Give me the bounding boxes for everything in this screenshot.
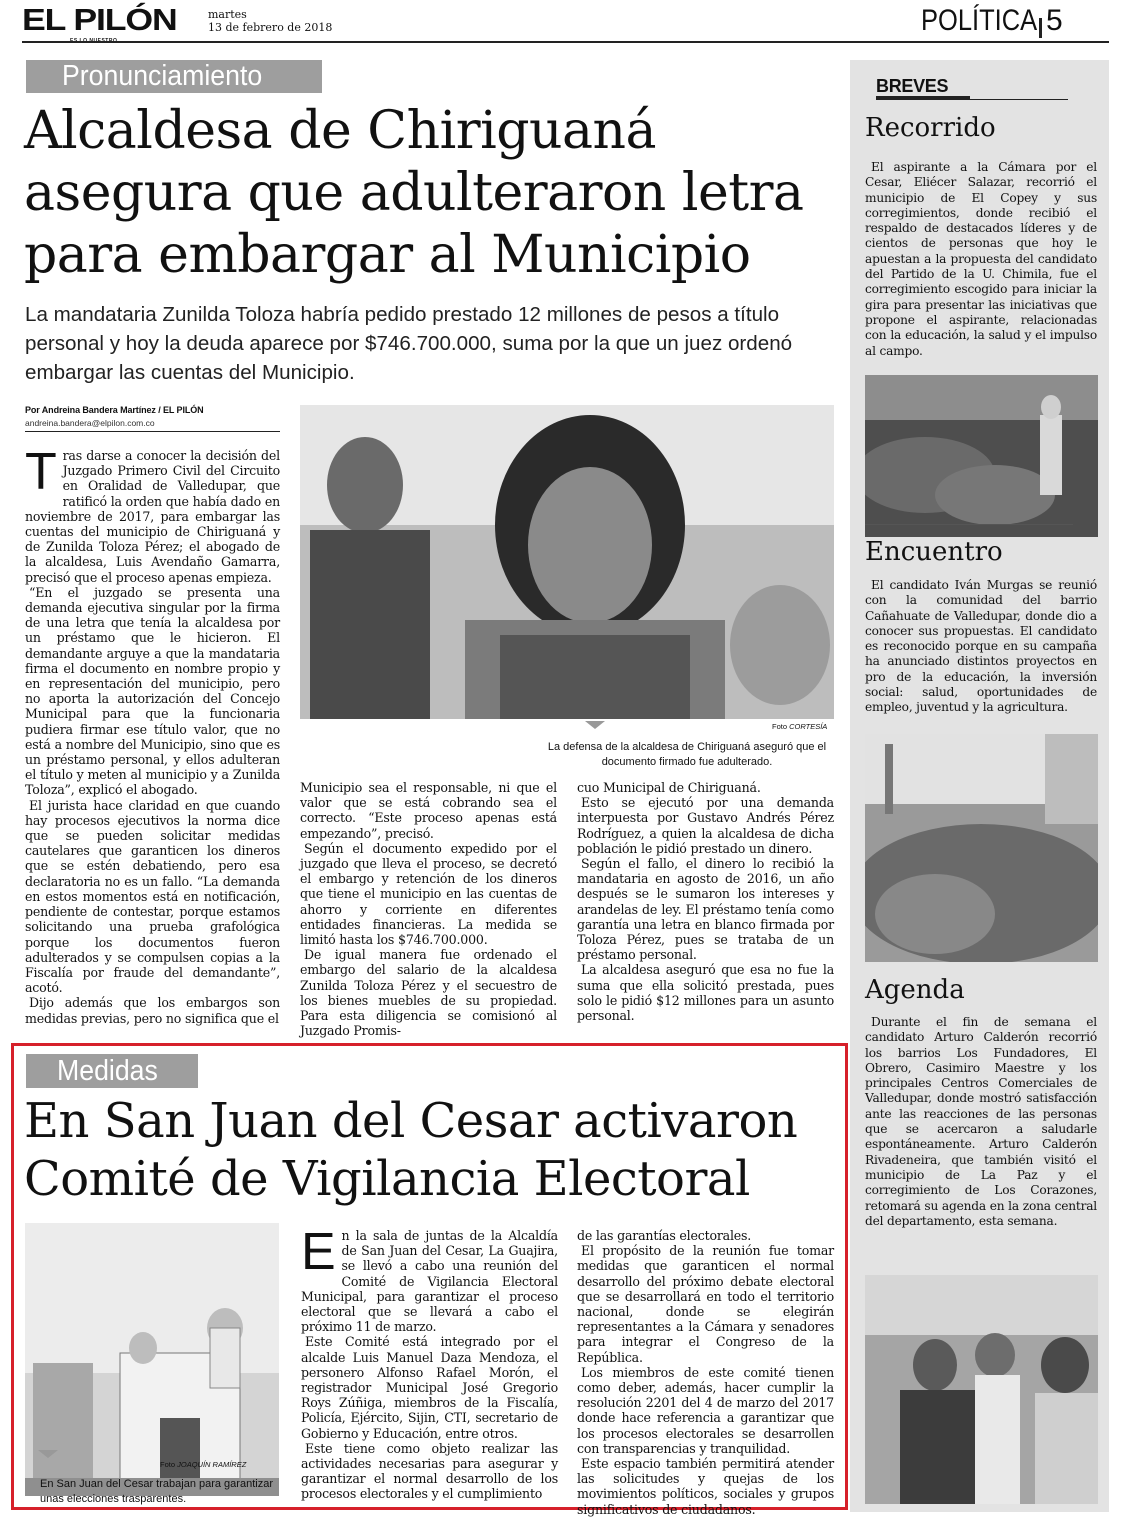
main-col-3 <box>577 780 834 1023</box>
sidebar-label-rule-thick <box>876 96 970 100</box>
sidebar-label: BREVES <box>876 76 949 96</box>
second-col-2 <box>577 1228 834 1517</box>
second-col1-first: n la sala de juntas de la Alcaldía de San Juan del Cesar, La Guajira, se llevó a cabo una reunión del Comité de Vigilancia Electoral Municipal, para garantizar el proceso electoral que se llevará a cabo el próximo 11 de marzo. <box>301 1228 558 1335</box>
brief-photo-recorrido <box>865 375 1098 537</box>
brief-photo-agenda <box>865 1275 1098 1504</box>
main-col1-p3: El jurista hace claridad en que cuando hay procesos ejecutivos la norma dice que se pueden solicitar medidas cautelares que garanticen los dineros que se estén debatiendo, pero esa declaratoria no es un fallo. “La demanda en estos momentos está en notificación, pendiente de contestar, porque estamos solicitando una prueba grafológica porque los documentos fueron adulterados y se compulsen copias a la Fiscalía por fraude del demandante”, acotó. <box>25 797 280 996</box>
second-photo-credit-label: Foto <box>160 1460 176 1469</box>
main-photo-credit <box>772 722 827 731</box>
main-dropcap: T <box>25 443 57 501</box>
second-col2-p3: Los miembros de este comité tienen como deber, además, hacer cumplir la resolución 2201 del 4 de marzo del 2017 donde hace referencia a garantizar que los procesos electorales se desarrollen con transparencias y tranquilidad. <box>577 1364 834 1456</box>
main-photo <box>300 405 834 719</box>
main-deck: La mandataria Zunilda Toloza habría pedido prestado 12 millones de pesos a título personal y hoy la deuda aparece por $746.700.000, suma por la que un juez ordenó embargar las cuentas del Municipio. <box>25 303 793 384</box>
brief-title-recorrido: Recorrido <box>865 113 996 143</box>
brief-text-encuentro: El candidato Iván Murgas se reunió con la comunidad del barrio Cañahuate de Valledupar, donde dio a conocer sus propuestas. El candidato es reconocido porque en su campaña ha anunciado distintos proyectos en pro de la educación, la inversión social: salud, oportunidades de empleo, juventud y la agricultura. <box>865 578 1097 715</box>
main-col-1 <box>25 443 280 1026</box>
second-photo-scene <box>25 1223 279 1496</box>
main-col3-p4: La alcaldesa aseguró que esa no fue la suma que ella solicitó prestada, pues solo le pidió $12 millones para un asunto personal. <box>577 962 834 1024</box>
main-col1-p2: “En el juzgado se presenta una demanda ejecutiva singular por la firma de una letra que tenía la alcaldesa por un préstamo que le hicieron. El demandante arguye a que la mandataria firma el documento en nombre propio y en representación del municipio, pero no aporta la autorización del Concejo Municipal para que la funcionaria pudiera firmar ese título valor, que no está a nombre del Municipio, sino que es un préstamo personal, y ellos adulteran el título y meten al municipio y a Zunilda Toloza”, explicó el abogado. <box>25 584 280 798</box>
sidebar-label-rule-thin <box>970 99 1068 100</box>
photo-pointer <box>585 721 605 729</box>
second-col1-p3: Este tiene como objeto realizar las actividades necesarias para asegurar y garantizar el normal desarrollo de los procesos electorales y el cumplimiento <box>301 1440 558 1502</box>
section-divider <box>1039 18 1042 38</box>
main-photo-scene <box>300 405 834 719</box>
main-col3-p3: Según el fallo, el dinero lo recibió la mandataria en agosto de 2016, un año después se le sumaron los intereses y arandelas de ley. El préstamo tenía como garantía una letra en blanco firmada por Toloza Pérez, pues se trataba de un préstamo personal. <box>577 856 834 963</box>
second-photo-caption: En San Juan del Cesar trabajan para garantizar unas elecciones trasparentes. <box>40 1478 273 1505</box>
brief-text-agenda: Durante el fin de semana el candidato Arturo Calderón recorrió los barrios Los Fundadores, El Obrero, Casimiro Maestre y los principales Centros Comerciales de Valledupar, donde mostró satisfacción ante las reacciones de las personas que se acercaron a saludarle espontáneamente. Arturo Calderón Rivadeneira, que también visitó el municipio de La Paz y el corregimiento de Los Corazones, retomará su agenda en la zona central del departamento, esta semana. <box>865 1015 1097 1228</box>
sidebar <box>850 60 1109 1512</box>
byline-rule <box>25 431 280 432</box>
issue-day: martes <box>208 8 247 21</box>
second-dropcap: E <box>301 1223 336 1281</box>
second-article <box>0 1040 850 1517</box>
page-number: 5 <box>1046 4 1063 37</box>
brief-photo-encuentro <box>865 734 1098 962</box>
main-email: andreina.bandera@elpilon.com.co <box>25 418 155 428</box>
second-kicker-text: Medidas <box>57 1055 158 1087</box>
second-photo-credit-name: JOAQUÍN RAMÍREZ <box>177 1460 247 1469</box>
second-col2-p1: de las garantías electorales. <box>577 1228 752 1243</box>
second-photo <box>25 1223 279 1496</box>
second-headline: En San Juan del Cesar activaron Comité de Vigilancia Electoral <box>24 1093 798 1207</box>
second-col-1 <box>301 1223 558 1502</box>
main-headline: Alcaldesa de Chiriguaná asegura que adulteraron letra para embargar al Municipio <box>24 101 804 285</box>
brief-photo-agenda-scene <box>865 1275 1098 1504</box>
main-col1-first: ras darse a conocer la decisión del Juzgado Primero Civil del Circuito en Oralidad de Valledupar, que ratificó la orden que había dado en noviembre de 2017, para embargar las cuentas del municipio de Chiriguaná y de Zunilda Toloza Pérez; el abogado de la alcaldesa, Luis Avendaño Gamarra, precisó que el proceso apenas empieza. <box>25 448 280 585</box>
brief-title-agenda: Agenda <box>865 975 965 1005</box>
main-col3-p1: cuo Municipal de Chiriguaná. <box>577 780 761 795</box>
main-photo-credit-name: CORTESÍA <box>789 722 828 731</box>
brief-photo-recorrido-scene <box>865 375 1098 537</box>
second-col2-p2: El propósito de la reunión fue tomar medidas que garanticen el normal desarrollo del próximo debate electoral que se desarrollará en todo el territorio nacional, donde se elegirán representantes a la Cámara y senadores para integrar el Congreso de la República. <box>577 1243 834 1365</box>
main-photo-credit-label: Foto <box>772 722 788 731</box>
main-photo-caption: La defensa de la alcaldesa de Chiriguaná aseguró que el documento firmado fue adulterado. <box>547 741 827 768</box>
masthead-logo: EL PILÓN <box>22 2 177 37</box>
main-byline: Por Andreina Bandera Martínez / EL PILÓN <box>25 405 204 415</box>
main-col2-p1: Municipio sea el responsable, ni que el valor que se está cobrando sea el correcto. “Este proceso apenas está empezando”, precisó. <box>300 780 557 841</box>
main-col2-p3: De igual manera fue ordenado el embargo del salario de la alcaldesa Zunilda Toloza Pérez y el secuestro de los bienes muebles de su propiedad. Para esta diligencia se comisionó al Juzgado Promis- <box>300 947 557 1039</box>
issue-date: 13 de febrero de 2018 <box>208 21 333 34</box>
second-col1-p2: Este Comité está integrado por el alcalde Luis Manuel Daza Mendoza, el personero Alfonso Rafael Morón, el registrador Municipal José Gregorio Roys Zúñiga, miembros de la Fiscalía, Policía, Ejército, Sijin, CTI, secretario de Gobierno y Educación, entre otros. <box>301 1334 558 1441</box>
second-col2-p4: Este espacio también permitirá atender las solicitudes y quejas de los movimientos políticos, sociales y grupos significativos de ciudadanos. <box>577 1456 834 1517</box>
main-kicker-text: Pronunciamiento <box>62 60 263 92</box>
main-col-2 <box>300 780 557 1038</box>
second-photo-credit <box>160 1460 246 1469</box>
second-photo-pointer <box>38 1450 58 1458</box>
main-col3-p2: Esto se ejecutó por una demanda interpuesta por Gustavo Andrés Pérez Rodríguez, a quien la alcaldesa de dicha población le pidió prestado un dinero. <box>577 795 834 856</box>
brief-photo-encuentro-scene <box>865 734 1098 962</box>
main-col2-p2: Según el documento expedido por el juzgado que lleva el proceso, se decretó el embargo y retención de los dineros que tiene el municipio en las cuentas de ahorro y corriente en diferentes entidades financieras. La medida se limitó hasta los $746.700.000. <box>300 840 557 948</box>
section-name: POLÍTICA <box>921 4 1038 37</box>
main-col1-p4: Dijo además que los embargos son medidas previas, pero no significa que el <box>25 995 280 1026</box>
brief-text-recorrido: El aspirante a la Cámara por el Cesar, Eliécer Salazar, recorrió el municipio de El Copey y sus corregimientos, donde recibió el respaldo de destacados líderes y de cientos de personas que hoy le apuestan a la propuesta del candidato del Partido de la U. Chimila, fue el corregimiento escogido para iniciar la gira para presentar las iniciativas que propone el aspirante, relacionadas con la educación, la salud y el impulso al campo. <box>865 160 1097 358</box>
brief-divider-1 <box>865 524 1073 525</box>
brief-title-encuentro: Encuentro <box>865 537 1003 567</box>
